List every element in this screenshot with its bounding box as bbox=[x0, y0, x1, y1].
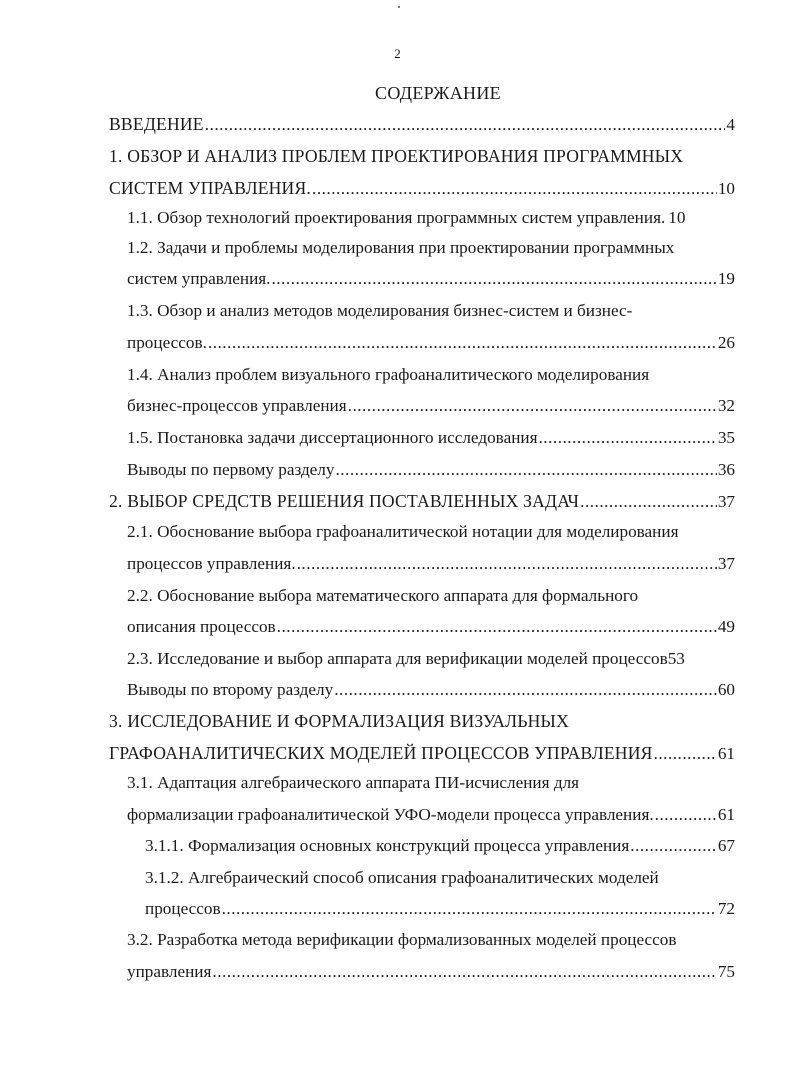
toc-entry-text: 2. ВЫБОР СРЕДСТВ РЕШЕНИЯ ПОСТАВЛЕННЫХ ЗАДАЧ bbox=[109, 491, 580, 511]
toc-entry-text: 1.5. Постановка задачи диссертационного исследования bbox=[127, 428, 538, 447]
toc-entry-3-1-line1[interactable] bbox=[127, 773, 579, 793]
toc-page-number: 10 bbox=[717, 179, 735, 198]
dot-leader bbox=[539, 428, 717, 448]
toc-entry-text: процессов управления. bbox=[127, 554, 296, 573]
toc-entry-2-1[interactable] bbox=[127, 554, 735, 574]
toc-entry-1-4-line1[interactable] bbox=[127, 365, 649, 385]
toc-page-number: 61 bbox=[717, 805, 735, 824]
dot-leader bbox=[312, 179, 717, 199]
toc-entry-text: систем управления. bbox=[127, 269, 271, 288]
dot-leader bbox=[208, 333, 717, 353]
dot-leader bbox=[580, 492, 717, 512]
dot-leader bbox=[212, 962, 716, 982]
toc-page-number: 60 bbox=[717, 680, 735, 699]
dot-leader bbox=[630, 836, 717, 856]
toc-page-number: 4 bbox=[726, 115, 735, 134]
toc-entry-conclusions-1[interactable] bbox=[127, 460, 735, 480]
toc-entry-3-1[interactable] bbox=[127, 805, 735, 825]
toc-entry-1-5[interactable] bbox=[127, 428, 735, 448]
toc-entry-conclusions-2[interactable] bbox=[127, 680, 735, 700]
toc-page-number: 19 bbox=[717, 269, 735, 288]
toc-entry-text: 1.1. Обзор технологий проектирования программных систем управления. bbox=[127, 208, 666, 227]
toc-page-number: 37 bbox=[717, 492, 735, 511]
toc-page-number: 67 bbox=[717, 836, 735, 855]
toc-entry-text: 3.1. Адаптация алгебраического аппарата ПИ-исчисления для bbox=[127, 773, 580, 792]
toc-entry-text: 1.2. Задачи и проблемы моделирования при проектировании программных bbox=[127, 238, 675, 257]
toc-entry-text: описания процессов bbox=[127, 617, 276, 636]
toc-entry-3-2[interactable] bbox=[127, 962, 735, 982]
toc-page-number: 49 bbox=[717, 617, 735, 636]
toc-entry-2-2-line1[interactable] bbox=[127, 586, 638, 606]
dot-leader bbox=[654, 744, 717, 764]
dot-leader bbox=[271, 269, 716, 289]
toc-entry-text: 2.3. Исследование и выбор аппарата для верификации моделей процессов bbox=[127, 649, 668, 668]
toc-page-number: 37 bbox=[717, 554, 735, 573]
toc-entry-text: управления bbox=[127, 962, 212, 981]
toc-entry-text: Выводы по первому разделу bbox=[127, 460, 335, 479]
scan-artifact-dot bbox=[398, 6, 400, 8]
toc-entry-text: 2.2. Обоснование выбора математического аппарата для формального bbox=[127, 586, 639, 605]
toc-entry-1-2-line1[interactable] bbox=[127, 238, 674, 258]
toc-entry-text: 3. ИССЛЕДОВАНИЕ И ФОРМАЛИЗАЦИЯ ВИЗУАЛЬНЫХ bbox=[109, 711, 569, 731]
dot-leader bbox=[655, 805, 717, 825]
dot-leader bbox=[334, 680, 717, 700]
toc-entry-section-3[interactable] bbox=[109, 743, 735, 764]
toc-entry-text: 3.1.2. Алгебраический способ описания графоаналитических моделей bbox=[145, 868, 659, 887]
toc-entry-1-2[interactable] bbox=[127, 269, 735, 289]
dot-leader bbox=[348, 396, 717, 416]
dot-leader bbox=[297, 554, 717, 574]
dot-leader bbox=[222, 899, 717, 919]
toc-entry-1-3[interactable] bbox=[127, 333, 735, 353]
toc-page-number: 10 bbox=[668, 208, 686, 227]
toc-entry-text: 1.3. Обзор и анализ методов моделирования бизнес-систем и бизнес- bbox=[127, 301, 633, 320]
toc-page-number: 53 bbox=[667, 649, 685, 668]
dot-leader bbox=[205, 115, 726, 135]
toc-entry-text: формализации графоаналитической УФО-модели процесса управления. bbox=[127, 805, 654, 824]
toc-page-number: 35 bbox=[717, 428, 735, 447]
toc-entry-text: ВВЕДЕНИЕ bbox=[109, 114, 204, 134]
toc-entry-text: 2.1. Обоснование выбора графоаналитической нотации для моделирования bbox=[127, 522, 679, 541]
toc-entry-text: Выводы по второму разделу bbox=[127, 680, 334, 699]
toc-entry-3-1-2-line1[interactable] bbox=[145, 868, 659, 888]
toc-entry-text: ГРАФОАНАЛИТИЧЕСКИХ МОДЕЛЕЙ ПРОЦЕССОВ УПРАВЛЕНИЯ bbox=[109, 743, 653, 763]
toc-entry-3-2-line1[interactable] bbox=[127, 930, 677, 950]
toc-entry-section-1-line1[interactable] bbox=[109, 146, 683, 167]
toc-page-number: 72 bbox=[717, 899, 735, 918]
toc-entry-3-1-2[interactable] bbox=[145, 899, 735, 919]
toc-entry-1-4[interactable] bbox=[127, 396, 735, 416]
toc-entry-section-2[interactable] bbox=[109, 491, 735, 512]
toc-entry-text: СИСТЕМ УПРАВЛЕНИЯ. bbox=[109, 178, 312, 198]
toc-page-number: 36 bbox=[717, 460, 735, 479]
toc-entry-1-1[interactable] bbox=[127, 208, 735, 228]
toc-entry-text: 1.4. Анализ проблем визуального графоаналитического моделирования bbox=[127, 365, 650, 384]
toc-entry-2-1-line1[interactable] bbox=[127, 522, 679, 542]
toc-entry-2-2[interactable] bbox=[127, 617, 735, 637]
toc-page-number: 32 bbox=[717, 396, 735, 415]
toc-title: СОДЕРЖАНИЕ bbox=[375, 83, 501, 103]
dot-leader bbox=[277, 617, 717, 637]
toc-entry-introduction[interactable] bbox=[109, 114, 735, 135]
toc-entry-text: бизнес-процессов управления bbox=[127, 396, 347, 415]
toc-entry-text: 1. ОБЗОР И АНАЛИЗ ПРОБЛЕМ ПРОЕКТИРОВАНИЯ ПРОГРАММНЫХ bbox=[109, 146, 684, 166]
toc-page-number: 61 bbox=[717, 744, 735, 763]
dot-leader bbox=[335, 460, 716, 480]
toc-entry-section-1[interactable] bbox=[109, 178, 735, 199]
toc-page-number: 26 bbox=[717, 333, 735, 352]
toc-entry-3-1-1[interactable] bbox=[145, 836, 735, 856]
toc-entry-2-3[interactable] bbox=[127, 649, 735, 669]
toc-entry-text: процессов. bbox=[127, 333, 207, 352]
toc-entry-text: 3.1.1. Формализация основных конструкций процесса управления bbox=[145, 836, 630, 855]
toc-entry-section-3-line1[interactable] bbox=[109, 711, 569, 732]
toc-page-number: 75 bbox=[717, 962, 735, 981]
toc-entry-text: 3.2. Разработка метода верификации формализованных моделей процессов bbox=[127, 930, 677, 949]
page-number: 2 bbox=[394, 46, 401, 61]
toc-entry-1-3-line1[interactable] bbox=[127, 301, 632, 321]
toc-entry-text: процессов bbox=[145, 899, 221, 918]
